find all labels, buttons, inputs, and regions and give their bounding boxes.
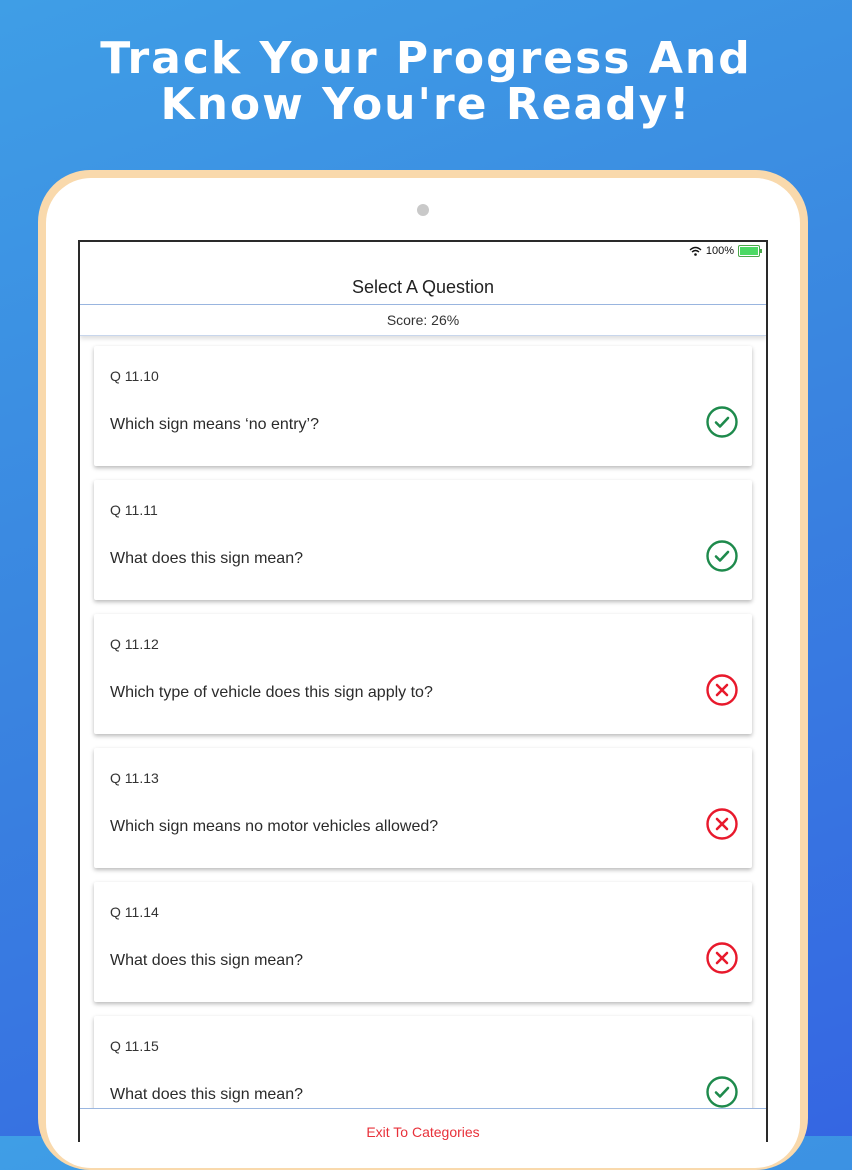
question-number: Q 11.11: [110, 502, 158, 518]
question-number: Q 11.10: [110, 368, 159, 384]
x-circle-icon: [706, 808, 738, 840]
question-card[interactable]: [94, 480, 752, 600]
question-number: Q 11.13: [110, 770, 159, 786]
score-bar: [80, 305, 766, 336]
x-circle-icon: [706, 674, 738, 706]
question-number: Q 11.14: [110, 904, 159, 920]
battery-charging-icon: [738, 245, 760, 257]
battery-fill: [740, 247, 758, 255]
exit-to-categories-button[interactable]: Exit To Categories: [366, 1124, 480, 1140]
question-list[interactable]: [80, 336, 766, 1108]
bottom-toolbar: [80, 1108, 766, 1142]
promo-headline: [0, 33, 852, 130]
question-text: Which sign means no motor vehicles allowed?: [110, 818, 439, 835]
question-text: Which type of vehicle does this sign apply to?: [110, 684, 433, 701]
question-text: What does this sign mean?: [110, 952, 303, 969]
question-text: What does this sign mean?: [110, 1086, 303, 1103]
battery-percent: 100%: [705, 245, 734, 257]
question-card[interactable]: [94, 346, 752, 466]
question-card[interactable]: [94, 748, 752, 868]
page-title: Select A Question: [351, 277, 495, 297]
check-circle-icon: [706, 540, 738, 572]
headline-line-1: Track Your Progress And: [100, 33, 752, 84]
question-number: Q 11.15: [110, 1038, 159, 1054]
wifi-icon: [689, 246, 702, 256]
question-number: Q 11.12: [110, 636, 159, 652]
check-circle-icon: [706, 406, 738, 438]
camera-icon: [417, 204, 429, 216]
check-circle-icon: [706, 1076, 738, 1108]
status-bar: [80, 242, 766, 262]
score-label: Score: 26%: [386, 312, 460, 328]
question-card[interactable]: [94, 614, 752, 734]
question-card[interactable]: [94, 882, 752, 1002]
navigation-bar: [80, 262, 766, 305]
headline-line-2: Know You're Ready!: [160, 79, 692, 130]
question-text: Which sign means ‘no entry’?: [110, 416, 319, 433]
status-right: [689, 245, 760, 257]
app-screen: [78, 240, 768, 1142]
question-text: What does this sign mean?: [110, 550, 303, 567]
x-circle-icon: [706, 942, 738, 974]
question-card[interactable]: [94, 1016, 752, 1108]
